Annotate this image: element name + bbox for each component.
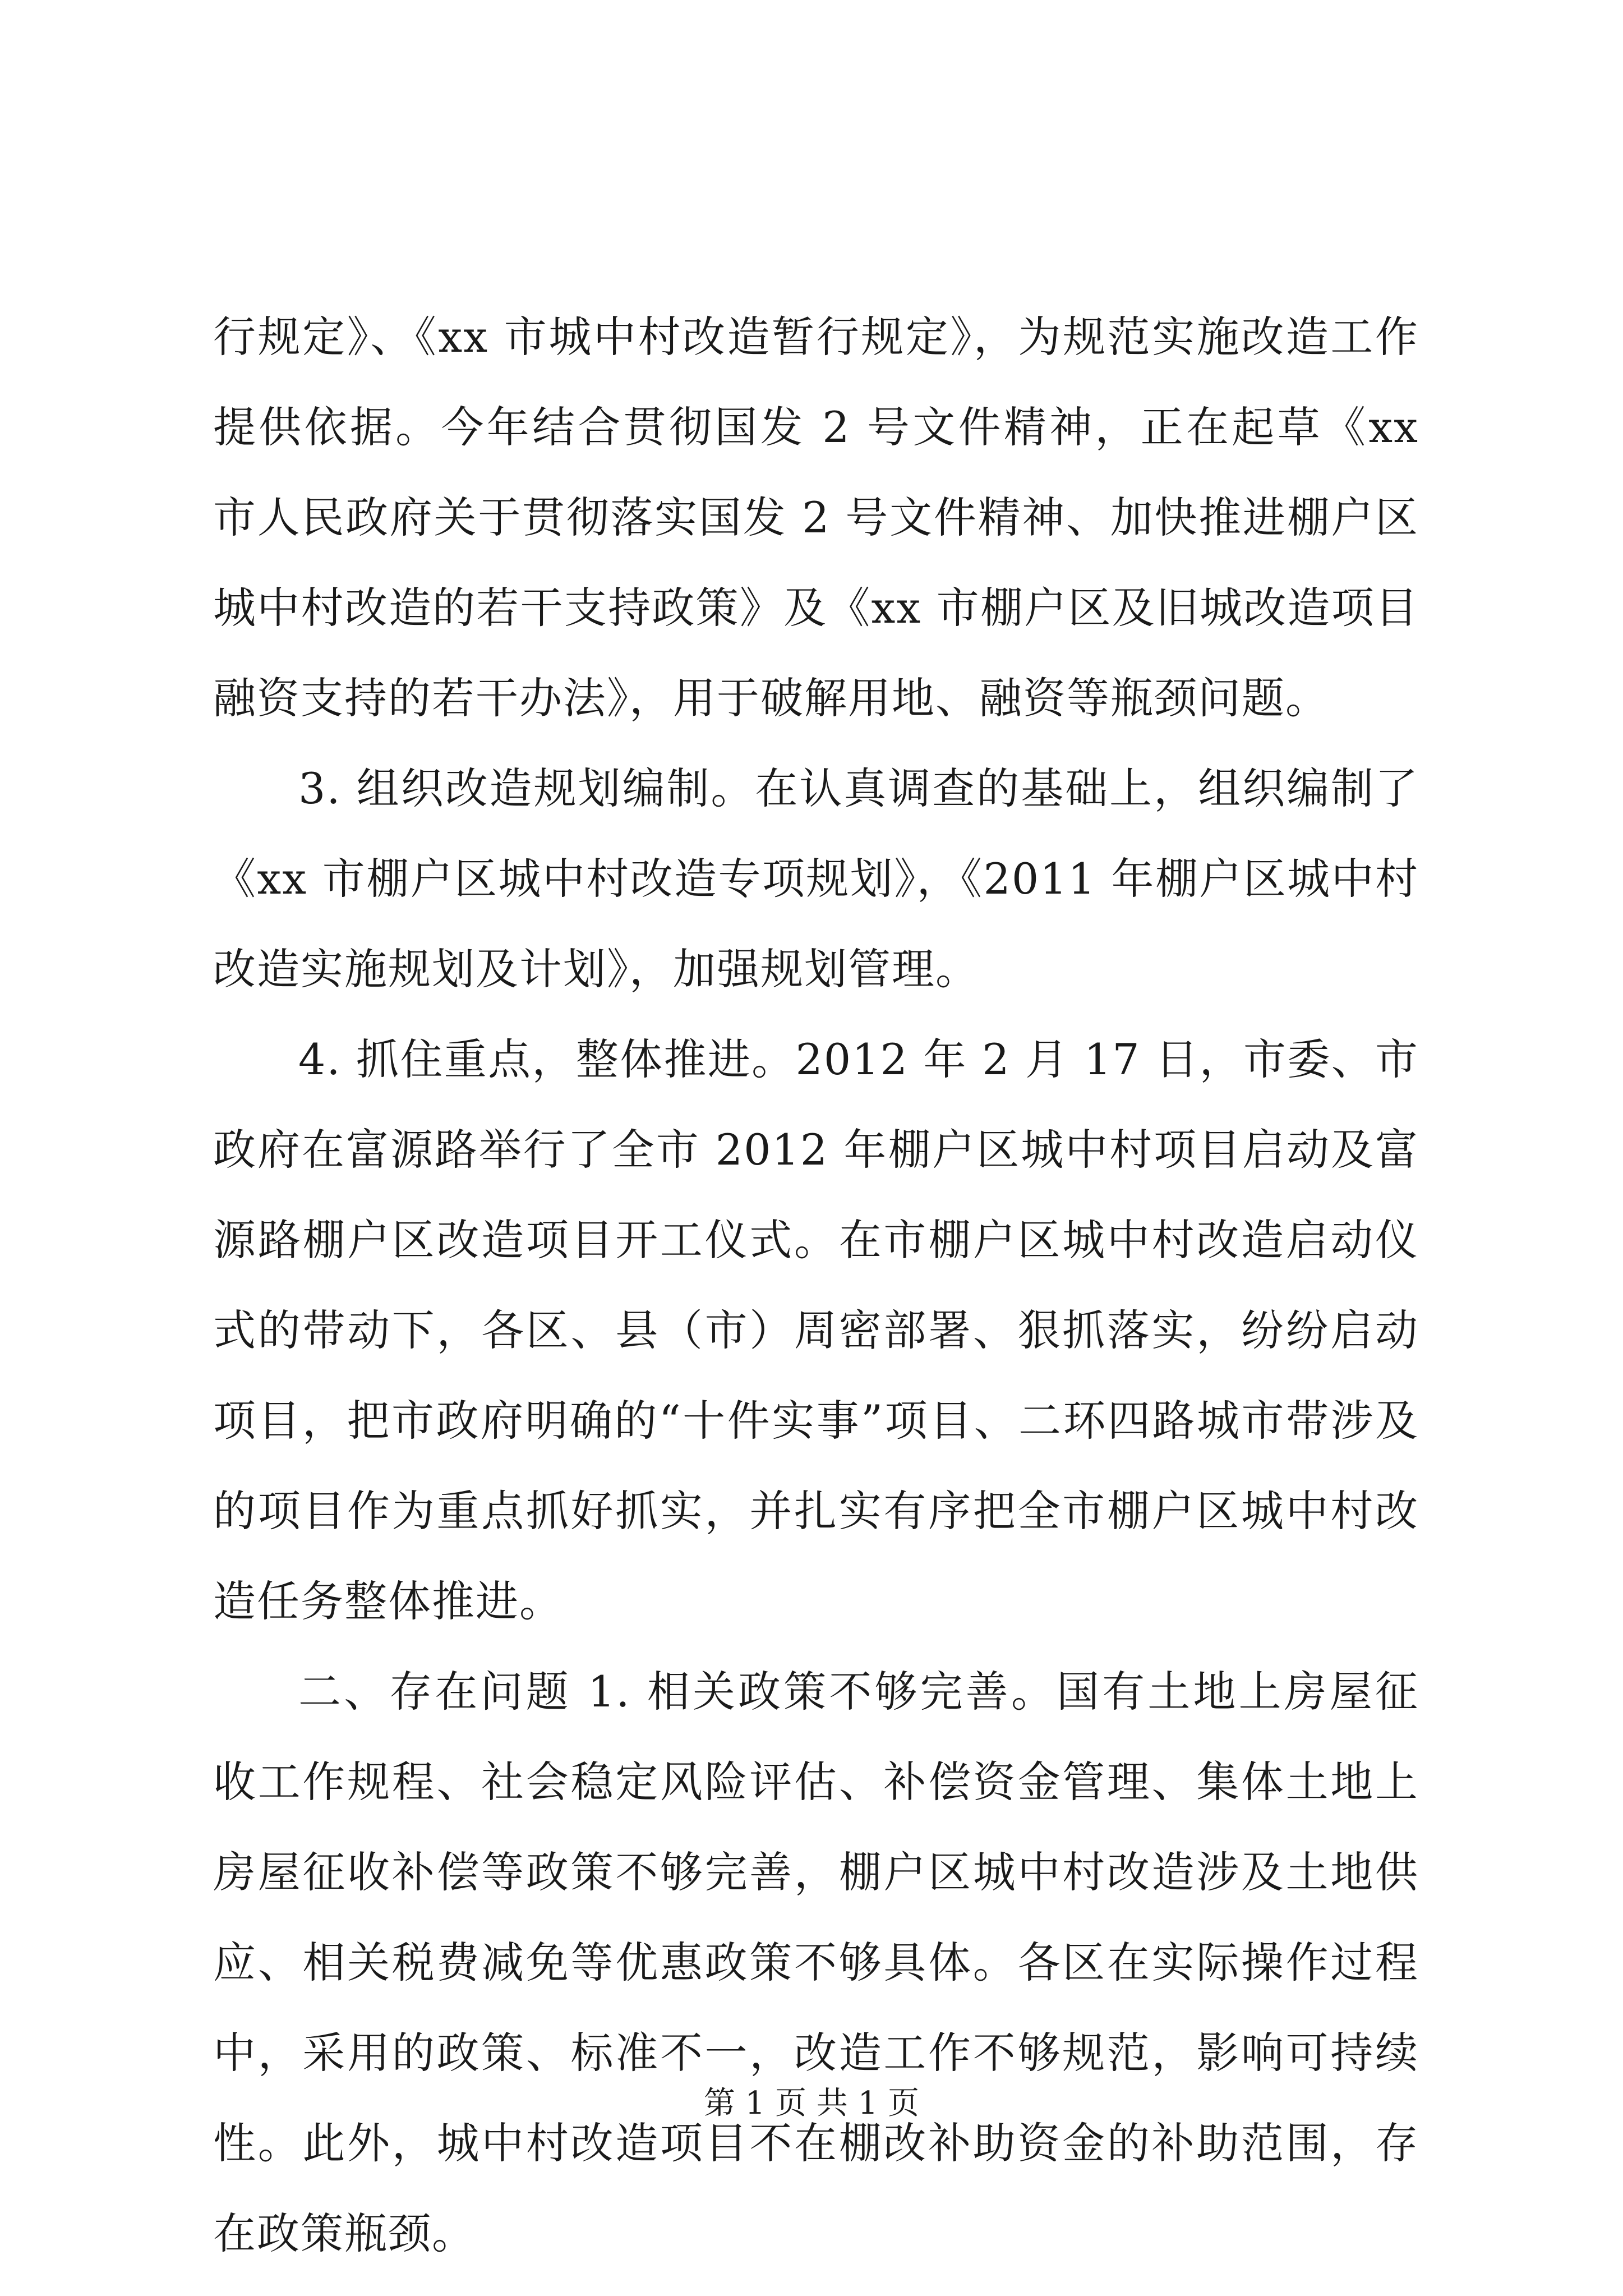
paragraph-key-points: 4. 抓住重点，整体推进。2012 年 2 月 17 日，市委、市政府在富源路举行了全市 2012 年棚户区城中村项目启动及富源路棚户区改造项目开工仪式。在市棚户区城中村改造启动仪式的带动下，各区、县（市）周密部署、狠抓落实，纷纷启动项目，把市政府明确的“十件实事”项目、二环四路城市带涉及的项目作为重点抓好抓实，并扎实有序把全市棚户区城中村改造任务整体推进。 [213, 1034, 1419, 1626]
document-body [213, 292, 1419, 2279]
paragraph-problems: 二、存在问题 1. 相关政策不够完善。国有土地上房屋征收工作规程、社会稳定风险评估、补偿资金管理、集体土地上房屋征收补偿等政策不够完善，棚户区城中村改造涉及土地供应、相关税费减免等优惠政策不够具体。各区在实际操作过程中，采用的政策、标准不一，改造工作不够规范，影响可持续性。此外，城中村改造项目不在棚改补助资金的补助范围，存在政策瓶颈。 [213, 1667, 1419, 2258]
page-footer: 第 1 页 共 1 页 [703, 2085, 920, 2122]
paragraph-planning: 3. 组织改造规划编制。在认真调查的基础上，组织编制了《xx 市棚户区城中村改造专项规划》，《2011 年棚户区城中村改造实施规划及计划》，加强规划管理。 [213, 763, 1419, 994]
paragraph-continuation: 行规定》、《xx 市城中村改造暂行规定》，为规范实施改造工作提供依据。今年结合贯彻国发 2 号文件精神，正在起草《xx 市人民政府关于贯彻落实国发 2 号文件精神、加快推进棚户区城中村改造的若干支持政策》及《xx 市棚户区及旧城改造项目融资支持的若干办法》，用于破解用地、融资等瓶颈问题。 [213, 312, 1419, 723]
